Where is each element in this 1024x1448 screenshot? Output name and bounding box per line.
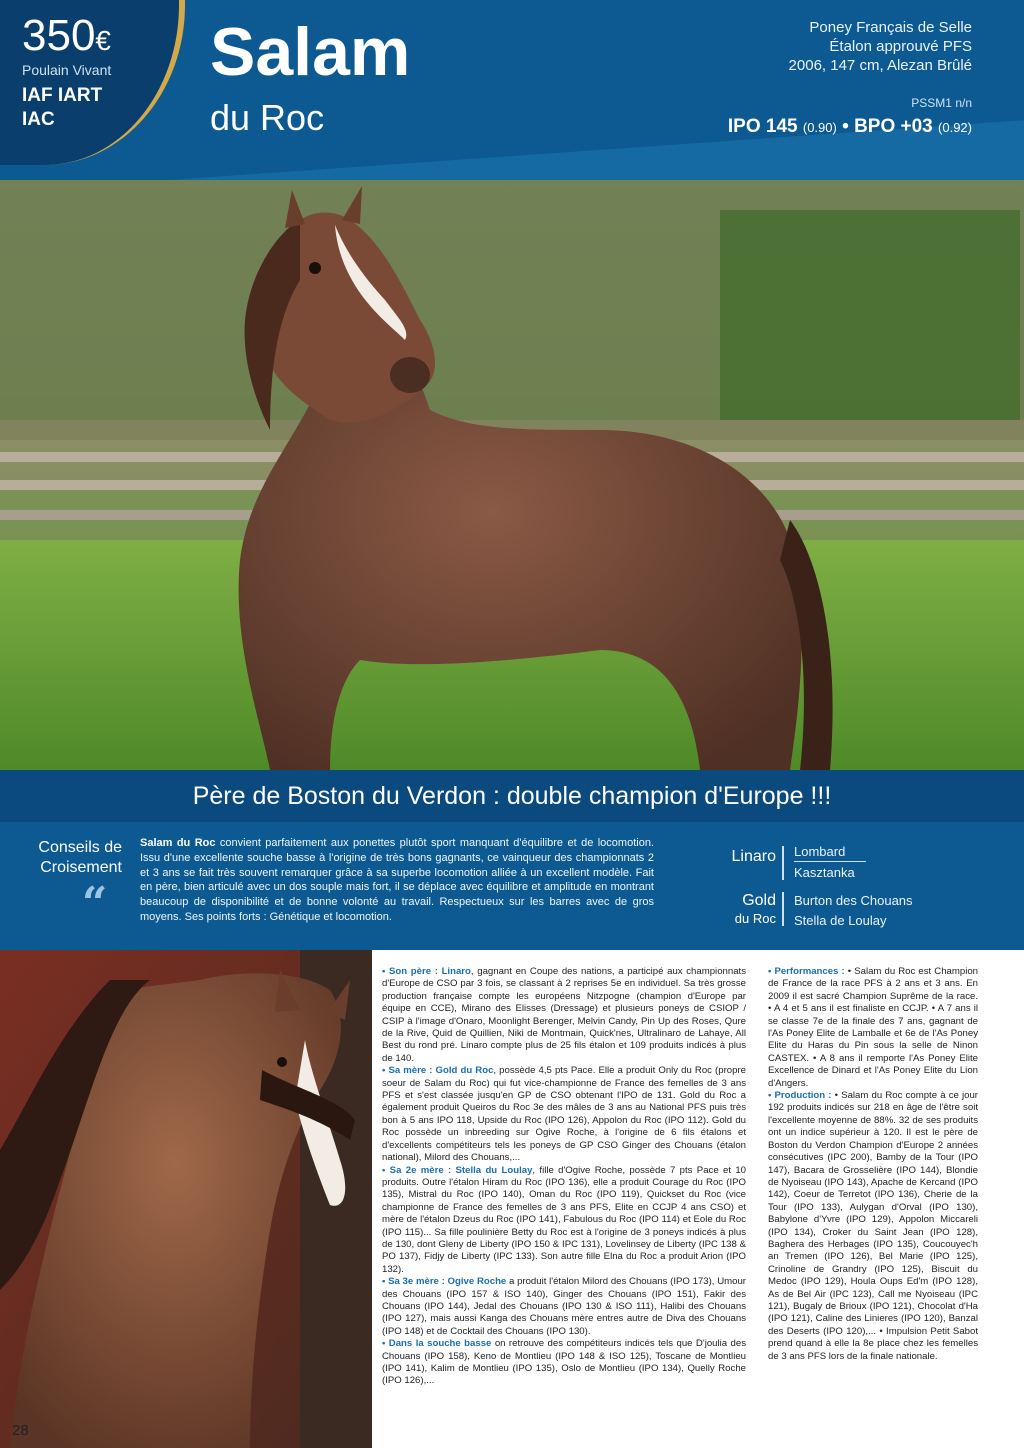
horse-suffix: du Roc (210, 97, 325, 138)
pedigree-dam-sire: Burton des Chouans (794, 893, 913, 908)
column-performance: • Performances : • Salam du Roc est Champion de France de la race PFS à 2 ans et 3 ans. En 2009 il est sacré Champion Suprême de la race. • A 4 et 5 ans il est finaliste en CCJP. • A 7 ans il se classe 7e de la finale des 7 ans, gagnant de l'As Poney Elite de Lamballe et 6e de l'As Poney Elite du Haras du Pin sous la selle de Ninon CASTEX. • A 8 ans il remporte l'As Poney Elite Excellence de Dinard et l'As Poney Elite du Lion d'Angers. • Production : • Salam du Roc compte à ce jour 192 produits indicés sur 218 en âge de l'être soit l'excellente moyenne de 88%. 32 de ses produits ont un indice supérieur à 120. Il est le père de Boston du Verdon Champion d'Europe 2 années consécutives (IPC 200), Bamby de la Tour (IPO 147), Bacara de Grosselière (IPO 144), Blondie de Nyoiseau (IPO 143), Apache de Kercand (IPO 142), Coeur de Terretot (IPO 136), Cherie de la Tour (IPO 133), Aulygan d'Orval (IPO 130), Babylone d'Yvre (IPO 129), Appolon Miccareli (IPO 134), Croker du Saint Jean (IPO 128), Baghera des Herbages (IPO 135), Coucouyec'h an Tremen (IPO 126), Bel Marie (IPO 125), Crinoline de Grandry (IPO 125), Biscuit du Medoc (IPO 129), Houla Oups Ed'm (IPO 128), As de Bel Air (IPC 123), Call me Nyoiseau (IPC 121), Bugaly de Brioux (IPO 121), Chocolat d'Ha (IPO 121), Caline des Linieres (IPO 120), Banzal des Deserts (IPO 120),... • Impulsion Petit Sabot prend quand à elle la 8e place chez les femelles de 3 ans PFS lors de la finale nationale. (768, 966, 978, 1362)
pedigree-sire-sire: Lombard (794, 844, 846, 859)
headline-banner: Père de Boston du Verdon : double champion d'Europe !!! (0, 770, 1024, 822)
pedigree-divider (794, 861, 866, 862)
pedigree-bracket-sire (782, 846, 784, 880)
horse-name: Salam (210, 14, 411, 90)
main-horse-photo (0, 180, 1024, 770)
side-horse-photo (0, 950, 372, 1448)
horse-portrait-illustration (0, 950, 372, 1448)
page-number: 28 (12, 1422, 29, 1439)
horse-photo-illustration (0, 180, 1024, 770)
pedigree-sire: Linaro (731, 848, 776, 865)
column-lineage: • Son père : Linaro, gagnant en Coupe des nations, a participé aux championnats d'Europe de CSO par 3 fois, se classant à 2 reprises 5e en individuel. Sa très grosse production française compte les européens Nitzpogne (champion d'Europe par équipe en CCE), Mirano des Elisses (Dressage) et plusieurs poneys de CSIOP / CSIP à l'image d'Onaro, Moonlight Berenger, Melvin Candy, Pin Up des Roses, Qure de la Rive, Quid de Quillien, Niki de Montmain, Quick'nes, Ultralinaro de Lahaye, All Best du rond pré. Linaro compte plus de 25 fils étalon et 109 produits indicés à plus de 140. • Sa mère : Gold du Roc, possède 4,5 pts Pace. Elle a produit Only du Roc (propre soeur de Salam du Roc) qui fut vice-championne de France des femelles de 3 ans PFS et s'est classée jusqu'en GP de CSO obtenant l'IPO de 131. Gold du Roc a également produit Queiros du Roc 3e des mâles de 3 ans au National PFS puis très bon à 5 ans IPO 118, Upside du Roc (IPO 126), Appolon du Roc (IPO 112). Gold du Roc possède un inbreeding sur Ogive Roche, à l'origine de 6 fils étalons et d'excellents compétiteurs tels les poneys de GP CSO Ginger des Chouans (étalon national), Milord des Chouans,... • Sa 2e mère : Stella du Loulay, fille d'Ogive Roche, possède 7 pts Pace et 10 produits. Outre l'étalon Hiram du Roc (IPO 136), elle a produit Courage du Roc (IPO 135), Mistral du Roc (IPO 140), Oman du Roc (IPO 119), Quickset du Roc (vice championne de France des femelles de 3 ans PFS, Elite en CCJP 4 ans CSO) et mère de l'étalon Dzeus du Roc (IPO 141), Fabulous du Roc (IPO 114) et Eole du Roc (IPO 115)... Sa fille poulinière Betty du Roc est à l'origine de 3 poneys indicés à plus de 130, dont Gleny de Liberty (IPO 150 & IPC 131), Lovelinsey de Liberty (IPC 138 & PO 137), Fidjy de Liberty (IPC 133). Son autre fille Elna du Roc a produit Arion (IPO 132). • Sa 3e mère : Ogive Roche a produit l'étalon Milord des Chouans (IPO 173), Umour des Chouans (IPO 157 & ISO 140), Ginger des Chouans (IPO 151), Fakir des Chouans (IPO 144), Jedal des Chouans (IPO 130 & ISO 111), Halibi des Chouans (IPO 127), mais aussi Kanga des Chouans mère entres autre de Diva des Chouans (IPO 148) et de Cocktail des Chouans (IPO 130). • Dans la souche basse on retrouve des compétiteurs indicés tels que D'joulia des Chouans (IPO 158), Keno de Montlieu (IPO 148 & ISO 125), Toscane de Montlieu (IPO 141), Kalim de Montlieu (IPO 135), Oslo de Montlieu (IPO 134), Quelly Roche (IPO 126),... (382, 966, 747, 1387)
quote-icon: “ (82, 878, 108, 929)
breeding-advice (0, 822, 1024, 950)
horse-info: Poney Français de Selle Étalon approuvé PFS 2006, 147 cm, Alezan Brûlé (788, 19, 972, 74)
pedigree-sire-dam: Kasztanka (794, 865, 855, 880)
insemination-types: IAF IART IAC (22, 85, 103, 130)
pedigree-bracket-dam (782, 892, 784, 926)
stud-fee-note: Poulain Vivant (22, 62, 112, 78)
indices: IPO 145 (0.90) • BPO +03 (0.92) (727, 116, 972, 137)
pssm-status: PSSM1 n/n (911, 96, 972, 110)
pedigree-dam: Gold du Roc (734, 892, 776, 926)
advice-text: Salam du Roc convient parfaitement aux ponettes plutôt sport manquant d'équilibre et de locomotion. Issu d'une excellente souche basse à l'origine de très bons gagnants, ce vainqueur des championnats 2 et 3 ans se fait très souvent remarquer grâce à sa superbe locomotion alliée à un excellent modèle. Fait en père, bien articulé avec un dos souple mais fort, il se déplace avec équilibre et amplitude en montrant beaucoup de disponibilité et de bonne volonté au travail. Respectueux sur les barres avec de gros moyens. Ses points forts : Génétique et locomotion. (140, 837, 654, 923)
advice-title: Conseils de Croisement (38, 839, 122, 876)
stud-fee: 350€ (22, 11, 111, 60)
pedigree-dam-dam: Stella de Loulay (794, 913, 887, 928)
